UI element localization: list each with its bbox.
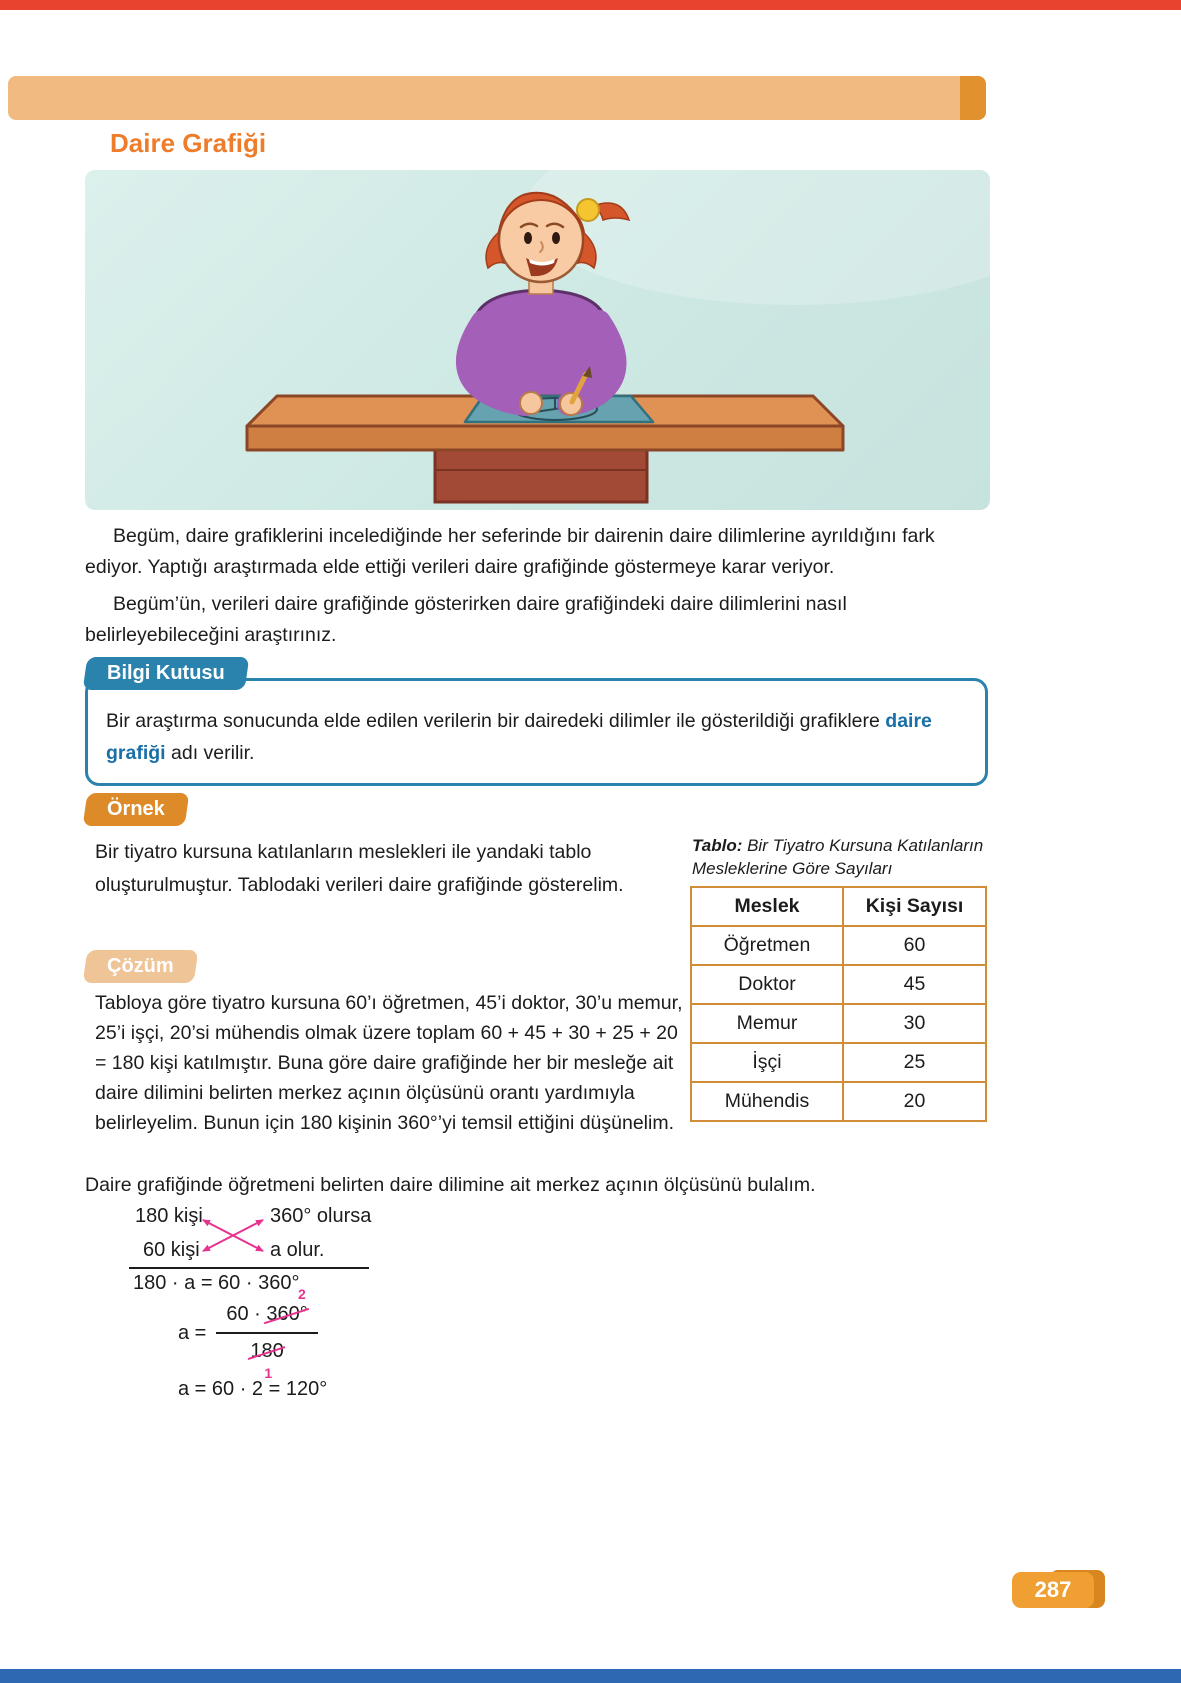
proportion-right-bottom: a olur.: [270, 1239, 325, 1261]
cancel-result-2: 2: [297, 1286, 306, 1302]
info-box-highlight: daire grafiği: [106, 710, 932, 764]
info-box: [85, 657, 988, 786]
solution-paragraph-1: Tabloya göre tiyatro kursuna 60’ı öğretmen, 45’i doktor, 30’u memur, 25’i işçi, 20’si mühendis olmak üzere toplam 60 + 45 + 30 + 25 + 20 = 180 kişi katılmıştır. Buna göre daire grafiğinde her bir mesleğe ait daire dilimini belirten merkez açının ölçüsünü orantı yardımıyla belirleyelim. Bunun için 180 kişinin 360°’yi temsil ettiğini düşünelim.: [95, 992, 683, 1134]
info-box-badge: Bilgi Kutusu: [83, 657, 249, 690]
table-cell: 20: [843, 1082, 986, 1121]
fraction-denominator: [240, 1334, 293, 1381]
table-caption-text: Bir Tiyatro Kursuna Katılanların Mesleklerine Göre Sayıları: [692, 836, 984, 878]
equation-fraction: [178, 1286, 318, 1381]
fraction-numerator: 60 · 360° 2: [216, 1302, 317, 1334]
top-tan-bar-end: [960, 76, 986, 120]
table-cell: Memur: [691, 1004, 843, 1043]
table-header-kisi-sayisi: Kişi Sayısı: [843, 887, 986, 926]
proportion-right-top: 360° olursa: [270, 1205, 372, 1227]
table-header-row: [691, 887, 986, 926]
table-cell: Doktor: [691, 965, 843, 1004]
table-caption: [692, 834, 990, 880]
proportion-left-top: 180 kişi: [135, 1205, 203, 1227]
proportion-underline: [129, 1267, 369, 1269]
proportion-left-bottom: 60 kişi: [143, 1239, 200, 1261]
table-cell: Öğretmen: [691, 926, 843, 965]
proportion-block: [133, 1205, 393, 1277]
professions-table: [690, 886, 987, 1122]
girl-drawing-illustration: [85, 170, 990, 510]
table-caption-label: Tablo:: [692, 836, 743, 855]
fraction-lhs: a =: [178, 1321, 207, 1344]
table-cell: Mühendis: [691, 1082, 843, 1121]
intro-paragraph-1: Begüm, daire grafiklerini incelediğinde her seferinde bir dairenin daire dilimlerine ayrıldığını fark ediyor. Yaptığı araştırmada elde ettiği verileri daire grafiğinde göstermeye karar veriyor.: [85, 525, 935, 578]
intro-paragraph-2: Begüm’ün, verileri daire grafiğinde gösterirken daire grafiğindeki daire dilimlerini nasıl belirleyebileceğini araştırınız.: [85, 593, 847, 646]
table-cell: 25: [843, 1043, 986, 1082]
top-tan-bar: [8, 76, 986, 120]
table-cell: 45: [843, 965, 986, 1004]
table-cell: İşçi: [691, 1043, 843, 1082]
example-badge: Örnek: [83, 793, 189, 826]
hair-scrunchie: [577, 199, 599, 221]
page-title: Daire Grafiği: [110, 128, 267, 158]
table-cell: 30: [843, 1004, 986, 1043]
example-text: Bir tiyatro kursuna katılanların meslekleri ile yandaki tablo oluşturulmuştur. Tablodaki verileri daire grafiğinde gösterelim.: [95, 841, 624, 896]
table-cell: 60: [843, 926, 986, 965]
table-row: [691, 1082, 986, 1121]
info-box-text-before: Bir araştırma sonucunda elde edilen verilerin bir dairedeki dilimler ile gösterildiği grafiklere: [106, 710, 886, 732]
info-box-text-after: adı verilir.: [165, 742, 255, 764]
table-row: [691, 1043, 986, 1082]
equation-1: 180 · a = 60 · 360°: [133, 1272, 300, 1294]
cancelled-360: 360° 2: [266, 1286, 308, 1325]
top-red-bar: [0, 0, 1181, 10]
cancel-result-1: 1: [264, 1364, 273, 1381]
table-row: [691, 965, 986, 1004]
equation-result: a = 60 · 2 = 120°: [178, 1378, 328, 1400]
table-header-meslek: Meslek: [691, 887, 843, 926]
bottom-blue-bar: [0, 1669, 1181, 1683]
page-number-badge: 287: [1012, 1572, 1094, 1608]
cross-multiply-arrows-icon: [197, 1207, 269, 1263]
solution-paragraph-2: Daire grafiğinde öğretmeni belirten daire dilimine ait merkez açının ölçüsünü bulalım.: [85, 1174, 816, 1196]
cancelled-180: 180 1: [250, 1340, 284, 1381]
girl-drawing-svg: [85, 170, 990, 510]
info-box-body: [85, 678, 988, 786]
solution-badge: Çözüm: [83, 950, 198, 983]
table-row: [691, 926, 986, 965]
table-row: [691, 1004, 986, 1043]
fraction: [216, 1286, 317, 1381]
